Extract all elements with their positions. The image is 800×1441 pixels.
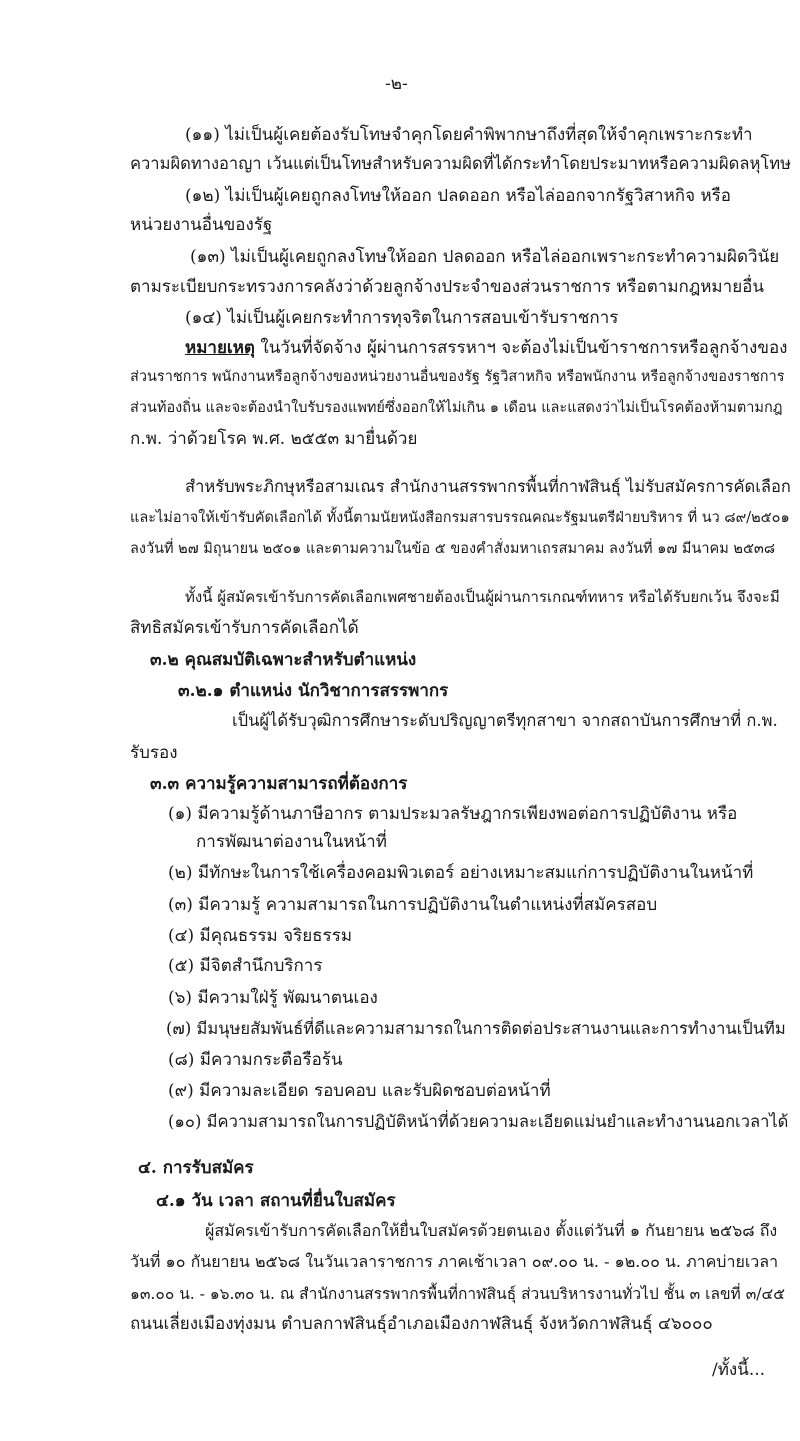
qualification-line: (๑๔) ไม่เป็นผู้เคยกระทำการทุจริตในการสอบเข้ารับราชการ	[185, 308, 619, 328]
skill-item: (๙) มีความละเอียด รอบคอบ และรับผิดชอบต่อหน้าที่	[168, 1081, 551, 1101]
skill-item: (๒) มีทักษะในการใช้เครื่องคอมพิวเตอร์ อย่างเหมาะสมแก่การปฏิบัติงานในหน้าที่	[168, 863, 754, 883]
section-3-2-1-heading: ๓.๒.๑ ตำแหน่ง นักวิชาการสรรพากร	[178, 681, 449, 701]
skill-item: (๕) มีจิตสำนึกบริการ	[168, 956, 323, 976]
section-4-heading: ๔. การรับสมัคร	[138, 1158, 254, 1178]
monk-para-line: สำหรับพระภิกษุหรือสามเณร สำนักงานสรรพากรพื้นที่กาฬสินธุ์ ไม่รับสมัครการคัดเลือก	[185, 477, 791, 496]
military-para-line: ทั้งนี้ ผู้สมัครเข้ารับการคัดเลือกเพศชายต้องเป็นผู้ผ่านการเกณฑ์ทหาร หรือได้รับยกเว้น จึงจะมี	[185, 588, 780, 606]
qualification-line: (๑๑) ไม่เป็นผู้เคยต้องรับโทษจำคุกโดยคำพิพากษาถึงที่สุดให้จำคุกเพราะกระทำ	[185, 125, 753, 145]
qualification-detail-line: รับรอง	[130, 743, 178, 763]
military-para-line: สิทธิสมัครเข้ารับการคัดเลือกได้	[130, 618, 359, 638]
skill-item: (๖) มีความใฝ่รู้ พัฒนาตนเอง	[168, 988, 378, 1008]
note-line: ส่วนราชการ พนักงานหรือลูกจ้างของหน่วยงานอื่นของรัฐ รัฐวิสาหกิจ หรือพนักงาน หรือลูกจ้างของราชการ	[130, 369, 785, 385]
qualification-line: หน่วยงานอื่นของรัฐ	[130, 215, 273, 235]
skill-item: การพัฒนาต่องานในหน้าที่	[196, 832, 387, 852]
section-3-2-heading: ๓.๒ คุณสมบัติเฉพาะสำหรับตำแหน่ง	[150, 650, 417, 670]
note-first-line	[185, 336, 787, 360]
skill-item: (๗) มีมนุษยสัมพันธ์ที่ดีและความสามารถในการติดต่อประสานงานและการทำงานเป็นทีม	[166, 1019, 786, 1038]
skill-item: (๔) มีคุณธรรม จริยธรรม	[168, 926, 353, 946]
note-line: ส่วนท้องถิ่น และจะต้องนำใบรับรองแพทย์ซึ่งออกให้ไม่เกิน ๑ เดือน และแสดงว่าไม่เป็นโรคต้องห้ามตามกฎ	[130, 400, 783, 416]
qualification-detail-line: เป็นผู้ได้รับวุฒิการศึกษาระดับปริญญาตรีทุกสาขา จากสถาบันการศึกษาที่ ก.พ.	[232, 711, 778, 730]
application-line: ถนนเลี่ยงเมืองทุ่งมน ตำบลกาฬสินธุ์อำเภอเมืองกาฬสินธุ์ จังหวัดกาฬสินธุ์ ๔๖๐๐๐	[130, 1314, 713, 1334]
qualification-line: (๑๒) ไม่เป็นผู้เคยถูกลงโทษให้ออก ปลดออก หรือไล่ออกจากรัฐวิสาหกิจ หรือ	[185, 186, 732, 206]
monk-para-line: และไม่อาจให้เข้ารับคัดเลือกได้ ทั้งนี้ตามนัยหนังสือกรมสารบรรณคณะรัฐมนตรีฝ่ายบริหาร ที่ นว ๘๙/๒๕๐๑	[130, 510, 790, 526]
qualification-line: (๑๓) ไม่เป็นผู้เคยถูกลงโทษให้ออก ปลดออก หรือไล่ออกเพราะกระทำความผิดวินัย	[190, 247, 780, 267]
note-line: ก.พ. ว่าด้วยโรค พ.ศ. ๒๕๕๓ มายื่นด้วย	[130, 429, 418, 449]
application-line: ๑๓.๐๐ น. - ๑๖.๓๐ น. ณ สำนักงานสรรพากรพื้นที่กาฬสินธุ์ ส่วนบริหารงานทั่วไป ชั้น ๓ เลขที่ ๓/๔๕	[130, 1285, 785, 1303]
application-line: ผู้สมัครเข้ารับการคัดเลือกให้ยื่นใบสมัครด้วยตนเอง ตั้งแต่วันที่ ๑ กันยายน ๒๕๖๘ ถึง	[205, 1221, 778, 1240]
skill-item: (๑๐) มีความสามารถในการปฏิบัติหน้าที่ด้วยความละเอียดแม่นยำและทำงานนอกเวลาได้	[168, 1112, 789, 1131]
skill-item: (๘) มีความกระตือรือร้น	[168, 1050, 343, 1070]
section-4-1-heading: ๔.๑ วัน เวลา สถานที่ยื่นใบสมัคร	[156, 1191, 396, 1211]
application-line: วันที่ ๑๐ กันยายน ๒๕๖๘ ในวันเวลาราชการ ภาคเช้าเวลา ๐๙.๐๐ น. - ๑๒.๐๐ น. ภาคบ่ายเวลา	[130, 1252, 779, 1271]
monk-para-line: ลงวันที่ ๒๗ มิถุนายน ๒๕๐๑ และตามความในข้อ ๕ ของคำสั่งมหาเถรสมาคม ลงวันที่ ๑๗ มีนาคม ๒๕๓๘	[130, 541, 776, 557]
note-text: ในวันที่จัดจ้าง ผู้ผ่านการสรรหาฯ จะต้องไม่เป็นข้าราชการหรือลูกจ้างของ	[254, 338, 788, 358]
section-3-3-heading: ๓.๓ ความรู้ความสามารถที่ต้องการ	[150, 774, 408, 794]
skill-item: (๓) มีความรู้ ความสามารถในการปฏิบัติงานในตำแหน่งที่สมัครสอบ	[168, 895, 658, 915]
qualification-line: ความผิดทางอาญา เว้นแต่เป็นโทษสำหรับความผิดที่ได้กระทำโดยประมาทหรือความผิดลหุโทษ	[130, 154, 791, 173]
continuation-marker: /ทั้งนี้...	[712, 1360, 766, 1380]
qualification-line: ตามระเบียบกระทรวงการคลังว่าด้วยลูกจ้างประจำของส่วนราชการ หรือตามกฎหมายอื่น	[130, 277, 764, 297]
page-number: -๒-	[385, 74, 408, 94]
skill-item: (๑) มีความรู้ด้านภาษีอากร ตามประมวลรัษฎากรเพียงพอต่อการปฏิบัติงาน หรือ	[168, 804, 738, 824]
note-label: หมายเหตุ	[185, 338, 255, 358]
